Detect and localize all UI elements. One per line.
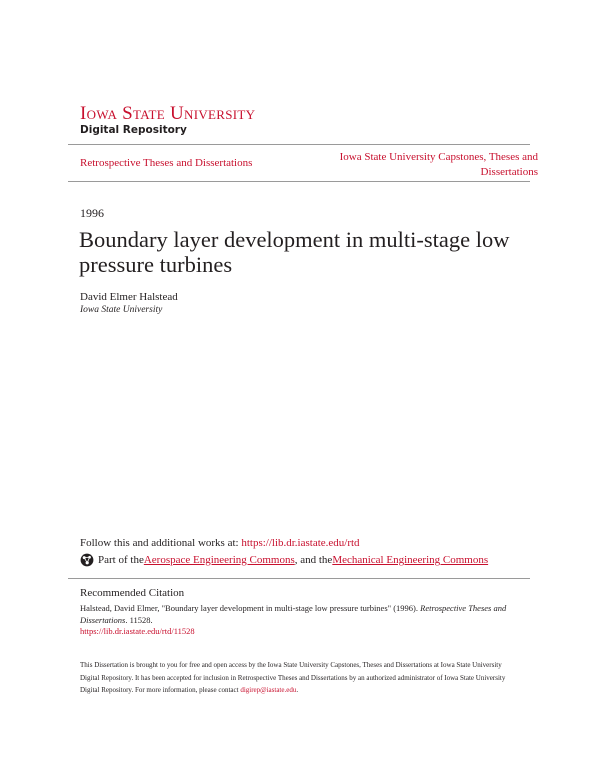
publication-year: 1996 xyxy=(80,206,104,220)
document-title: Boundary layer development in multi-stage low pressure turbines xyxy=(79,227,510,277)
part-of-line xyxy=(80,553,488,567)
follow-url-link[interactable]: https://lib.dr.iastate.edu/rtd xyxy=(241,537,360,549)
series-link-capstones[interactable]: Iowa State University Capstones, Theses and Dissertations xyxy=(339,151,538,178)
disclaimer-end: . xyxy=(296,686,299,694)
and-the-text: , and the xyxy=(294,554,333,566)
citation-plain: Halstead, David Elmer, "Boundary layer development in multi-stage low pressure turbines" (1996). xyxy=(80,603,421,613)
mechanical-commons-link[interactable]: Mechanical Engineering Commons xyxy=(332,554,489,566)
author-name: David Elmer Halstead xyxy=(80,291,178,303)
contact-email-link[interactable]: digirep@iastate.edu xyxy=(240,686,297,694)
series-link-retrospective[interactable]: Retrospective Theses and Dissertations xyxy=(80,157,253,169)
university-logo-text: Iowa State University xyxy=(80,103,256,124)
commons-network-icon xyxy=(80,553,94,567)
citation-divider xyxy=(68,578,530,579)
citation-url-link[interactable]: https://lib.dr.iastate.edu/rtd/11528 xyxy=(80,626,195,636)
citation-series: Retrospective Theses and Dissertations xyxy=(80,603,507,625)
disclaimer-text xyxy=(80,659,522,697)
disclaimer-body: This Dissertation is brought to you for free and open access by the Iowa State University Capstones, Theses and Dissertations at Iowa State University Digital Repository. It has been accepted for inclusion in Retrospective Theses and Dissertations by an authorized administrator of Iowa State University Digital Repository. For more information, please contact xyxy=(80,661,506,694)
citation-end: . 11528. xyxy=(125,615,153,625)
follow-prefix: Follow this and additional works at: xyxy=(80,537,242,549)
repository-logo-text: Digital Repository xyxy=(80,124,187,136)
author-affiliation: Iowa State University xyxy=(80,305,163,315)
citation-text xyxy=(80,602,520,626)
header-divider xyxy=(68,181,530,182)
citation-heading: Recommended Citation xyxy=(80,587,185,599)
follow-line xyxy=(80,537,360,549)
aerospace-commons-link[interactable]: Aerospace Engineering Commons xyxy=(143,554,295,566)
top-divider xyxy=(68,144,530,145)
part-of-prefix: Part of the xyxy=(98,554,144,566)
